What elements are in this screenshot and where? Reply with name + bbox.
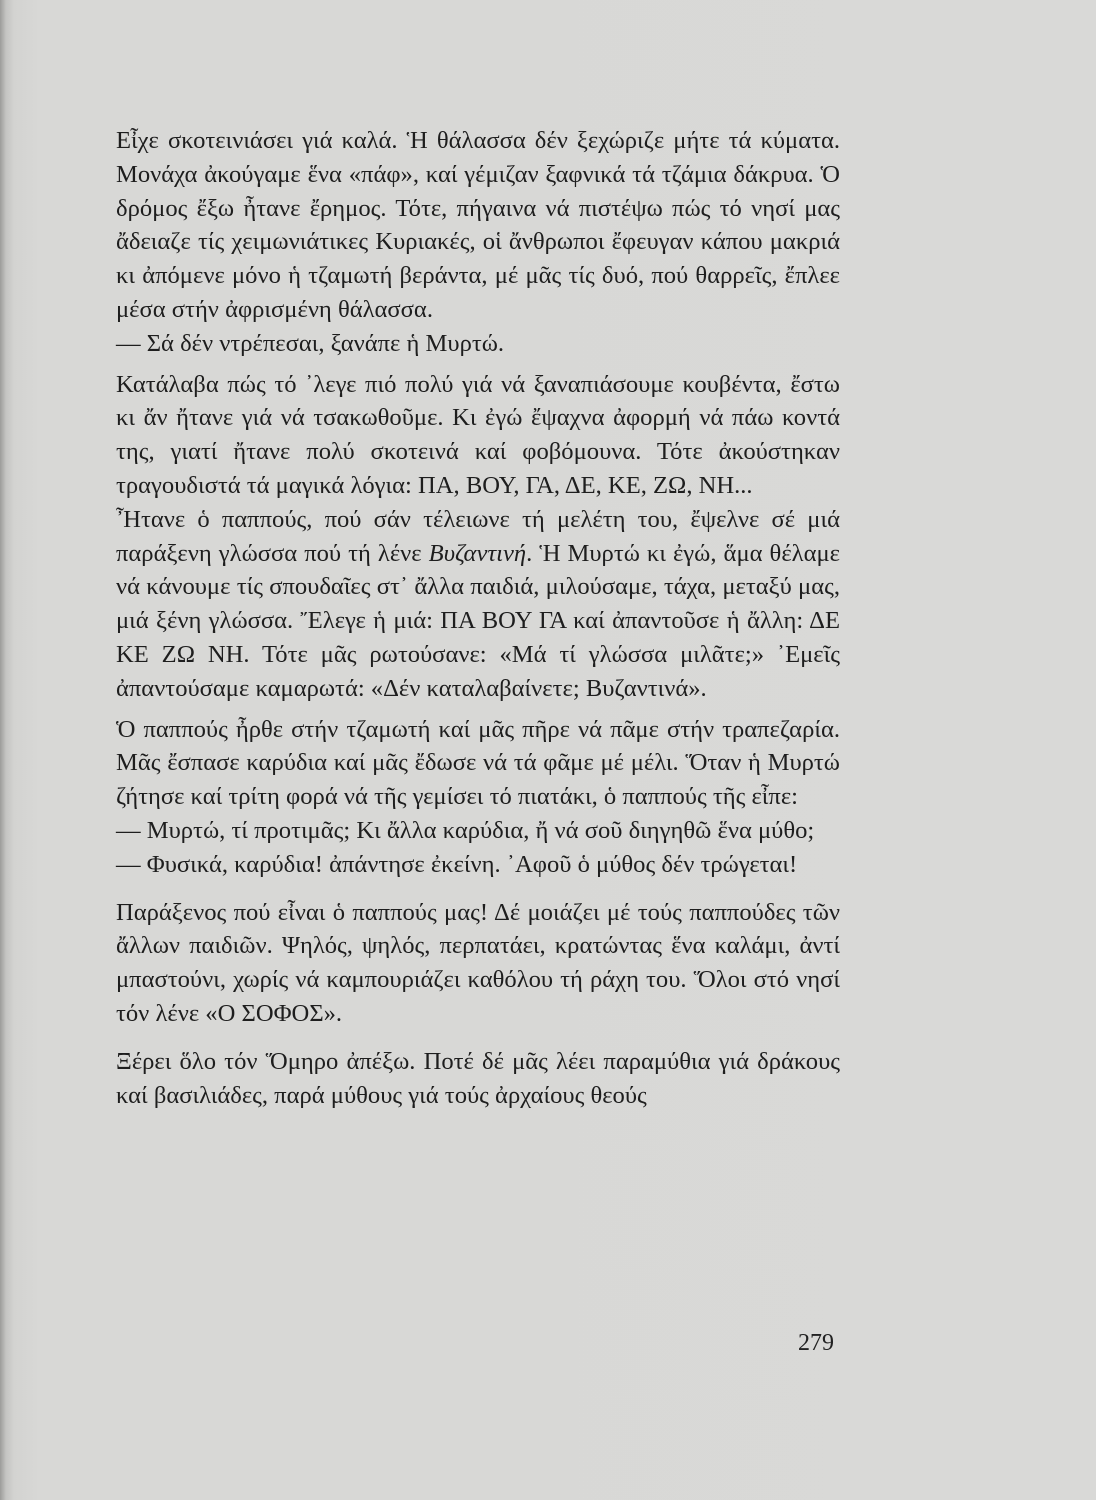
paragraph-4: Ὁ παππούς ἦρθε στήν τζαμωτή καί μᾶς πῆρε νά πᾶμε στήν τραπεζαρία. Μᾶς ἔσπασε καρύδια καί μᾶς ἔδωσε νά τά φᾶμε μέ μέλι. Ὅταν ἡ Μυρτώ ζήτησε καί τρίτη φορά νά τῆς γεμίσει τό πιατάκι, ὁ παππούς τῆς εἶπε: bbox=[116, 715, 840, 811]
paragraph-3-start: Ἦτανε ὁ παππούς, πού σάν τέλειωνε τή μελέτη του, ἔψελνε σέ μιά παράξενη γλώσσα πού τή λένε bbox=[116, 505, 840, 567]
body-text bbox=[116, 124, 840, 1112]
dialog-line-1: — Σά δέν ντρέπεσαι, ξανάπε ἡ Μυρτώ. bbox=[116, 329, 505, 357]
paragraph-6: Ξέρει ὅλο τόν Ὅμηρο ἀπέξω. Ποτέ δέ μᾶς λέει παραμύθια γιά δράκους καί βασιλιάδες, παρά μύθους γιά τούς ἀρχαίους θεούς bbox=[116, 1047, 840, 1109]
paragraph-1: Εἶχε σκοτεινιάσει γιά καλά. Ἡ θάλασσα δέν ξεχώριζε μήτε τά κύματα. Μονάχα ἀκούγαμε ἕνα «πάφ», καί γέμιζαν ξαφνικά τά τζάμια δάκρυα. Ὁ δρόμος ἔξω ἦτανε ἔρημος. Τότε, πήγαινα νά πιστέψω πώς τό νησί μας ἄδειαζε τίς χειμωνιάτικες Κυριακές, οἱ ἄνθρωποι ἔφευγαν κάπου μακριά κι ἀπόμενε μόνο ἡ τζαμωτή βεράντα, μέ μᾶς τίς δυό, πού θαρρεῖς, ἔπλεε μέσα στήν ἀφρισμένη θάλασσα. bbox=[116, 127, 840, 323]
italic-word: Βυζαντινή bbox=[428, 539, 527, 567]
paragraph-3-rest: . Ἡ Μυρτώ κι ἐγώ, ἅμα θέλαμε νά κάνουμε τίς σπουδαῖες στ᾽ ἄλλα παιδιά, μιλούσαμε, τάχα, μεταξύ μας, μιά ξένη γλώσσα. Ἔλεγε ἡ μιά: ΠΑ ΒΟΥ ΓΑ καί ἀπαντοῦσε ἡ ἄλλη: ΔΕ ΚΕ ΖΩ ΝΗ. Τότε μᾶς ρωτούσανε: «Μά τί γλώσσα μιλᾶτε;» ᾽Εμεῖς ἀπαντούσαμε καμαρωτά: «Δέν καταλαβαίνετε; Βυζαντινά». bbox=[116, 539, 840, 702]
dialog-line-2: — Μυρτώ, τί προτιμᾶς; Κι ἄλλα καρύδια, ἤ νά σοῦ διηγηθῶ ἕνα μύθο; bbox=[116, 816, 815, 844]
page-number: 279 bbox=[798, 1330, 834, 1356]
paragraph-3 bbox=[116, 503, 840, 706]
paragraph-2: Κατάλαβα πώς τό ᾽λεγε πιό πολύ γιά νά ξαναπιάσουμε κουβέντα, ἔστω κι ἄν ἤτανε γιά νά τσακωθοῦμε. Κι ἐγώ ἔψαχνα ἀφορμή νά πάω κοντά της, γιατί ἤτανε πολύ σκοτεινά καί φοβόμουνα. Τότε ἀκούστηκαν τραγουδιστά τά μαγικά λόγια: ΠΑ, ΒΟΥ, ΓΑ, ΔΕ, ΚΕ, ΖΩ, ΝΗ... bbox=[116, 370, 840, 499]
paragraph-5: Παράξενος πού εἶναι ὁ παππούς μας! Δέ μοιάζει μέ τούς παππούδες τῶν ἄλλων παιδιῶν. Ψηλός, ψηλός, περπατάει, κρατώντας ἕνα καλάμι, ἀντί μπαστούνι, χωρίς νά καμπουριάζει καθόλου τή ράχη του. Ὅλοι στό νησί τόν λένε «Ο ΣΟΦΟΣ». bbox=[116, 898, 840, 1027]
dialog-line-3: — Φυσικά, καρύδια! ἀπάντησε ἐκείνη. ᾽Αφοῦ ὁ μύθος δέν τρώγεται! bbox=[116, 850, 798, 878]
